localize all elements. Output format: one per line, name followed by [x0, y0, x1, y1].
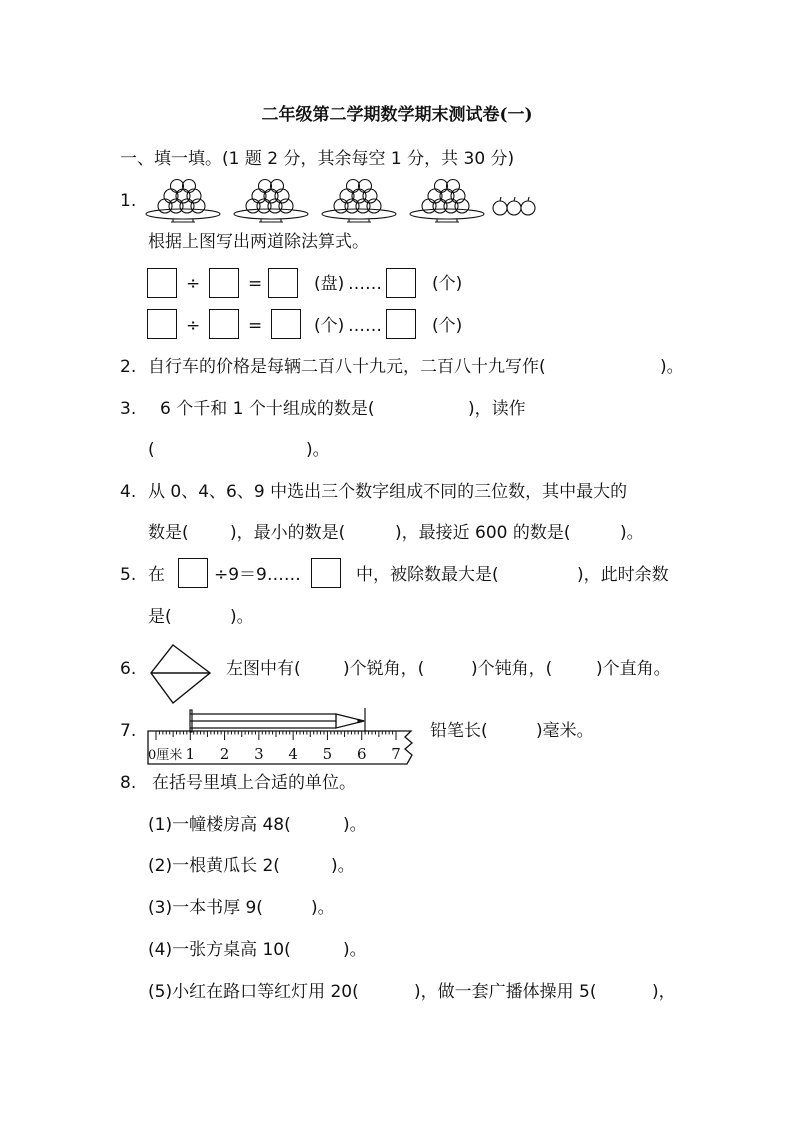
- answer-box[interactable]: [311, 558, 341, 588]
- answer-box[interactable]: [147, 309, 177, 339]
- question-text: )，最小的数是(: [230, 523, 346, 543]
- answer-box[interactable]: [268, 268, 298, 298]
- answer-box[interactable]: [209, 309, 239, 339]
- question-prompt: 根据上图写出两道除法算式。: [148, 232, 369, 252]
- sub-question: (2)一根黄瓜长 2(: [148, 856, 280, 876]
- answer-box[interactable]: [271, 309, 301, 339]
- paren-close: )。: [343, 940, 367, 960]
- section-heading: 一、填一填。(1 题 2 分，其余每空 1 分，共 30 分): [120, 149, 515, 169]
- question-text: 数是(: [148, 523, 189, 543]
- ruler-label: 5: [322, 745, 333, 763]
- question-number: 8.: [120, 773, 137, 793]
- paren-close: )。: [660, 357, 684, 377]
- sub-question: )，做一套广播体操用 5(: [414, 982, 597, 1002]
- sub-question: (4)一张方桌高 10(: [148, 940, 291, 960]
- question-number: 3.: [120, 399, 137, 419]
- answer-box[interactable]: [386, 268, 416, 298]
- answer-box[interactable]: [178, 558, 208, 588]
- ruler-pencil-diagram: [146, 708, 422, 772]
- ruler-label: 4: [288, 745, 298, 763]
- apple-plates-illustration: [145, 178, 545, 224]
- question-text: 是(: [148, 607, 172, 627]
- question-text: )个直角。: [596, 659, 671, 679]
- ruler-label: 1: [185, 745, 196, 763]
- expression: ÷9＝9……: [214, 565, 301, 585]
- question-number: 2.: [120, 357, 137, 377]
- rhombus-diagram: [148, 642, 214, 706]
- question-number: 5.: [120, 565, 137, 585]
- unit-label: (盘): [314, 274, 345, 294]
- equals-sign: =: [248, 316, 263, 336]
- sub-question: (5)小红在路口等红灯用 20(: [148, 982, 359, 1002]
- paren-close: )，: [652, 982, 676, 1002]
- divide-sign: ÷: [186, 316, 201, 336]
- ellipsis-dots: ……: [348, 274, 382, 294]
- question-text: 自行车的价格是每辆二百八十九元，二百八十九写作(: [148, 357, 546, 377]
- paren-open: (: [148, 440, 155, 460]
- question-number: 6.: [120, 659, 137, 679]
- question-text: 左图中有(: [226, 659, 301, 679]
- question-prompt: 在括号里填上合适的单位。: [152, 773, 356, 793]
- question-text: )，此时余数: [577, 565, 669, 585]
- answer-box[interactable]: [147, 268, 177, 298]
- sub-question: (1)一幢楼房高 48(: [148, 815, 291, 835]
- page-title: 二年级第二学期数学期末测试卷(一): [261, 105, 533, 125]
- ruler-label: 0厘米: [148, 748, 183, 763]
- ellipsis-dots: ……: [348, 316, 382, 336]
- unit-label: (个): [314, 316, 345, 336]
- equals-sign: =: [248, 274, 263, 294]
- question-text: )。: [620, 523, 644, 543]
- question-text: )个锐角，(: [343, 659, 425, 679]
- ruler-label: 2: [219, 745, 230, 763]
- question-text: 从 0、4、6、9 中选出三个数字组成不同的三位数，其中最大的: [148, 482, 628, 502]
- answer-box[interactable]: [386, 309, 416, 339]
- ruler-label: 3: [254, 745, 264, 763]
- answer-box[interactable]: [209, 268, 239, 298]
- question-text: 在: [148, 565, 165, 585]
- question-text: )，最接近 600 的数是(: [395, 523, 571, 543]
- question-text: 6 个千和 1 个十组成的数是(: [160, 399, 375, 419]
- paren-close: )。: [343, 815, 367, 835]
- unit-label: (个): [432, 316, 463, 336]
- paren-close: )。: [311, 898, 335, 918]
- question-text: )毫米。: [536, 721, 594, 741]
- unit-label: (个): [432, 274, 463, 294]
- question-text: )。: [230, 607, 254, 627]
- question-number: 7.: [120, 721, 137, 741]
- sub-question: (3)一本书厚 9(: [148, 898, 263, 918]
- question-text: )个钝角，(: [471, 659, 553, 679]
- paren-close: )。: [331, 856, 355, 876]
- question-text: 中，被除数最大是(: [356, 565, 499, 585]
- ruler-label: 6: [356, 745, 367, 763]
- ruler-label: 7: [391, 745, 401, 763]
- question-text: 铅笔长(: [430, 721, 488, 741]
- question-number: 1.: [120, 191, 137, 211]
- question-number: 4.: [120, 482, 137, 502]
- paren-close: )。: [306, 440, 330, 460]
- question-text-mid: )，读作: [468, 399, 526, 419]
- divide-sign: ÷: [186, 274, 201, 294]
